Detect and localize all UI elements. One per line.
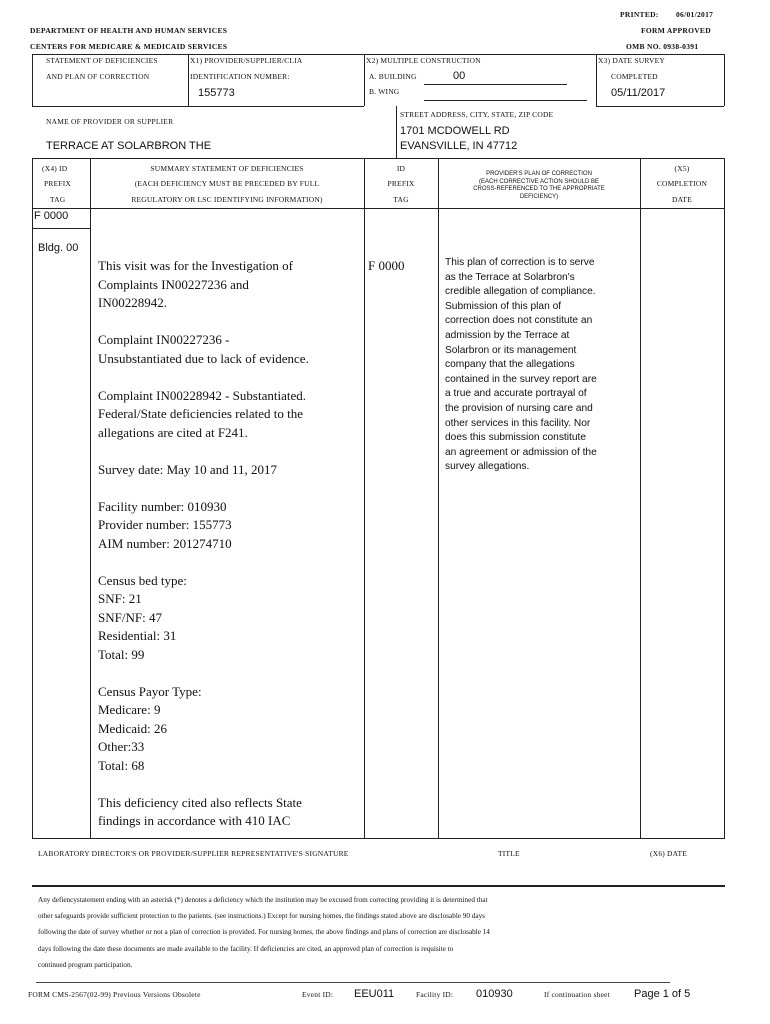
centers-title: CENTERS FOR MEDICARE & MEDICAID SERVICES xyxy=(30,42,228,51)
provider-name: TERRACE AT SOLARBRON THE xyxy=(46,140,212,152)
form-approved: FORM APPROVED xyxy=(641,26,711,35)
wing-label: B. WING xyxy=(369,87,400,96)
x1-label-2: IDENTIFICATION NUMBER: xyxy=(190,72,290,81)
plan-id-tag: F 0000 xyxy=(368,258,405,273)
building-value: 00 xyxy=(453,70,466,82)
facility-id-label: Facility ID: xyxy=(416,990,454,999)
tag-f0000: F 0000 xyxy=(34,210,69,222)
city-state-zip: EVANSVILLE, IN 47712 xyxy=(400,140,518,152)
table-right-border xyxy=(724,158,725,838)
form-number: FORM CMS-2567(02-99) Previous Versions Obsolete xyxy=(28,990,201,999)
x3-divider xyxy=(596,54,597,106)
x4-header-3: TAG xyxy=(50,195,66,204)
summary-header-2: (EACH DEFICIENCY MUST BE PRECEDED BY FULL xyxy=(134,179,320,188)
signature-bottom-rule xyxy=(32,885,725,887)
facility-id-value: 010930 xyxy=(476,988,513,1000)
building-tag: Bldg. 00 xyxy=(38,242,79,254)
page-number: Page 1 of 5 xyxy=(634,988,691,1000)
street-address: 1701 MCDOWELL RD xyxy=(400,125,510,137)
id-header-2: PREFIX xyxy=(387,179,415,188)
disclaimer-line-3: following the date of survey whether or not a plan of correction is provided. For nursing homes, the above findings and plans of correction are disclosable 14 xyxy=(38,928,490,937)
top-box-bottom-border xyxy=(32,106,364,107)
plan-header-1: PROVIDER'S PLAN OF CORRECTION xyxy=(486,171,592,177)
x6-date-label: (X6) DATE xyxy=(650,849,688,858)
x4-header-2: PREFIX xyxy=(44,179,72,188)
summary-header-1: SUMMARY STATEMENT OF DEFICIENCIES xyxy=(150,164,304,173)
address-divider xyxy=(396,106,397,158)
plan-header-2: (EACH CORRECTIVE ACTION SHOULD BE xyxy=(478,178,600,185)
top-box-top-border xyxy=(32,54,725,55)
provider-number: 155773 xyxy=(198,87,235,99)
table-left-border xyxy=(32,158,33,838)
survey-date: 05/11/2017 xyxy=(611,87,666,99)
printed-date: 06/01/2017 xyxy=(676,10,714,19)
provider-name-label: NAME OF PROVIDER OR SUPPLIER xyxy=(46,117,174,126)
statement-label-1: STATEMENT OF DEFICIENCIES xyxy=(46,56,158,65)
x1-label: X1) PROVIDER/SUPPLIER/CLIA xyxy=(190,56,303,65)
summary-header-3: REGULATORY OR LSC IDENTIFYING INFORMATION) xyxy=(131,195,323,204)
plan-of-correction: This plan of correction is to serve as the Terrace at Solarbron's credible allegation of compliance. Submission of this plan of correction does not constitute an admission by the Terrace at Solarbron or its management company that the allegations contained in the survey report are a true and accurate portrayal of the provision of nursing care and other services in this facility. Nor does this submission constitute an agreement or admission of the survey allegations. xyxy=(445,257,597,473)
x5-header-1: (X5) xyxy=(674,164,690,173)
event-id-label: Event ID: xyxy=(302,990,334,999)
top-box-left-border xyxy=(32,54,33,106)
printed-label: PRINTED: xyxy=(620,10,659,19)
table-top-border xyxy=(32,158,725,159)
disclaimer xyxy=(38,892,718,973)
plan-header-3: CROSS-REFERENCED TO THE APPROPRIATE xyxy=(473,186,605,192)
x2-divider xyxy=(364,54,365,106)
disclaimer-line-2: other safeguards provide sufficient protection to the patients. (see instructions.) Except for nursing homes, the findings stated above are disclosable 90 days xyxy=(38,912,485,921)
table-header-bottom xyxy=(32,208,725,209)
omb-number: OMB NO. 0938-0391 xyxy=(626,42,699,51)
building-underline xyxy=(424,84,567,85)
plan-header-4: DEFICIENCY) xyxy=(519,193,559,200)
col-summary-divider xyxy=(364,158,365,838)
tag-separator xyxy=(32,228,90,229)
x3-label: X3) DATE SURVEY xyxy=(598,56,665,65)
x4-header-1: (X4) ID xyxy=(42,164,68,173)
col-x4-divider xyxy=(90,158,91,838)
footer-rule xyxy=(36,982,670,983)
disclaimer-line-4: days following the date these documents are made available to the facility. If deficiencies are cited, an approved plan of correction is requisite to xyxy=(38,944,454,953)
x5-header-2: COMPLETION xyxy=(656,179,708,188)
x3-bottom-border xyxy=(596,106,724,107)
dept-title: DEPARTMENT OF HEALTH AND HUMAN SERVICES xyxy=(30,26,228,35)
wing-underline xyxy=(424,100,587,101)
x5-header-3: DATE xyxy=(672,195,692,204)
id-header-1: ID xyxy=(396,164,406,173)
signature-label: LABORATORY DIRECTOR'S OR PROVIDER/SUPPLIER REPRESENTATIVE'S SIGNATURE xyxy=(38,849,349,858)
x2-label: X2) MULTIPLE CONSTRUCTION xyxy=(366,56,481,65)
event-id-value: EEU011 xyxy=(354,988,395,1000)
col-id-divider xyxy=(438,158,439,838)
address-label: STREET ADDRESS, CITY, STATE, ZIP CODE xyxy=(400,110,554,119)
col-plan-divider xyxy=(640,158,641,838)
statement-label-2: AND PLAN OF CORRECTION xyxy=(46,72,150,81)
title-label: TITLE xyxy=(498,849,520,858)
x3-label-2: COMPLETED xyxy=(611,72,658,81)
x1-divider xyxy=(188,54,189,106)
continuation-label: If continuation sheet xyxy=(544,990,610,999)
deficiency-summary: This visit was for the Investigation of Complaints IN00227236 and IN00228942. Complaint IN00227236 - Unsubstantiated due to lack of evidence. Complaint IN00228942 - Substantiated. Federal/State deficiencies related to the allegations are cited at F241. Survey date: May 10 and 11, 2017 Facility number: 010930 Provider number: 155773 AIM number: 201274710 Census bed type: SNF: 21 SNF/NF: 47 Residential: 31 Total: 99 Census Payor Type: Medicare: 9 Medicaid: 26 Other:33 Total: 68 This deficiency cited also reflects State findings in accordance with 410 IAC xyxy=(98,258,309,828)
table-bottom-border xyxy=(32,838,725,839)
id-header-3: TAG xyxy=(393,195,409,204)
top-box-right-border xyxy=(724,54,725,106)
plan-header xyxy=(440,171,638,201)
disclaimer-line-1: Any defiencystatement ending with an asterisk (*) denotes a deficiency which the institution may be excused from correcting providing it is determined that xyxy=(38,896,488,904)
disclaimer-line-5: continued program participation. xyxy=(38,960,133,969)
building-label: A. BUILDING xyxy=(369,72,417,81)
